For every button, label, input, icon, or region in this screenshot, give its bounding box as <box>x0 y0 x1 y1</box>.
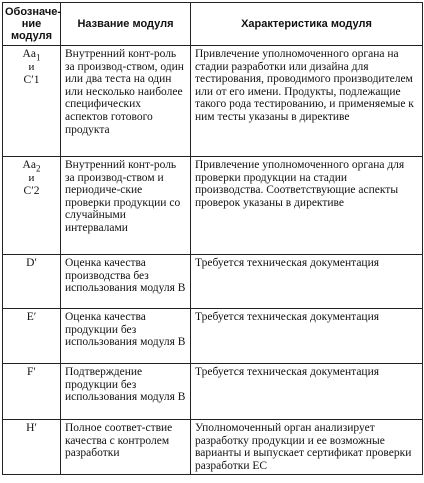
header-code: Обозначе-ние модуля <box>3 3 61 46</box>
table-row <box>3 255 423 309</box>
module-code: E′ <box>3 309 61 364</box>
module-name: Полное соответ-ствие качества с контролем разработки <box>61 420 191 475</box>
module-name: Оценка качества продукции без использования модуля B <box>61 309 191 364</box>
module-code-alt: C′2 <box>23 184 40 197</box>
module-code: F′ <box>3 364 61 420</box>
header-row <box>3 3 423 46</box>
modules-table <box>2 2 423 475</box>
module-description: Привлечение уполномоченного органа для проверки продукции на стадии производства. Соответствующие аспекты проверок указаны в директиве <box>191 157 423 255</box>
header-name: Название модуля <box>61 3 191 46</box>
module-name: Внутренний конт-роль за производ-ством и периодиче-ские проверки продукции со случайными интервалами <box>61 157 191 255</box>
module-code-alt: C′1 <box>23 73 40 86</box>
module-description: Требуется техническая документация <box>191 255 423 309</box>
module-code: H′ <box>3 420 61 475</box>
table-row <box>3 364 423 420</box>
module-code-cell <box>3 157 61 255</box>
module-code-main: Aa <box>22 159 36 171</box>
module-code <box>22 159 41 174</box>
module-name: Внутренний конт-роль за производ-ством, один или два теста на один или несколько наиболее специфических аспектов готового продукта <box>61 46 191 157</box>
table-row <box>3 46 423 157</box>
module-description: Требуется техническая документация <box>191 364 423 420</box>
module-name: Подтверждение продукции без использования модуля B <box>61 364 191 420</box>
module-description: Привлечение уполномоченного органа на стадии разработки или дизайна для тестирования, проводимого производителем или от его имени. Продукты, подлежащие такого рода тестированию, и применяемые к ним тесты указаны в директиве <box>191 46 423 157</box>
module-code-and: и <box>28 60 35 73</box>
module-code-main: Aa <box>22 48 36 60</box>
module-name: Оценка качества производства без использования модуля B <box>61 255 191 309</box>
module-code-cell <box>3 46 61 157</box>
header-description: Характеристика модуля <box>191 3 423 46</box>
module-code-sub: 2 <box>35 163 41 174</box>
module-description: Требуется техническая документация <box>191 309 423 364</box>
table-row <box>3 420 423 475</box>
table-row <box>3 309 423 364</box>
module-code-and: и <box>28 171 35 184</box>
table-row <box>3 157 423 255</box>
module-code: D′ <box>3 255 61 309</box>
module-description: Уполномоченный орган анализирует разработку продукции и ее возможные варианты и выпускает сертификат проверки разработки ЕС <box>191 420 423 475</box>
module-code-sub: 1 <box>35 52 41 63</box>
module-code <box>22 48 41 63</box>
